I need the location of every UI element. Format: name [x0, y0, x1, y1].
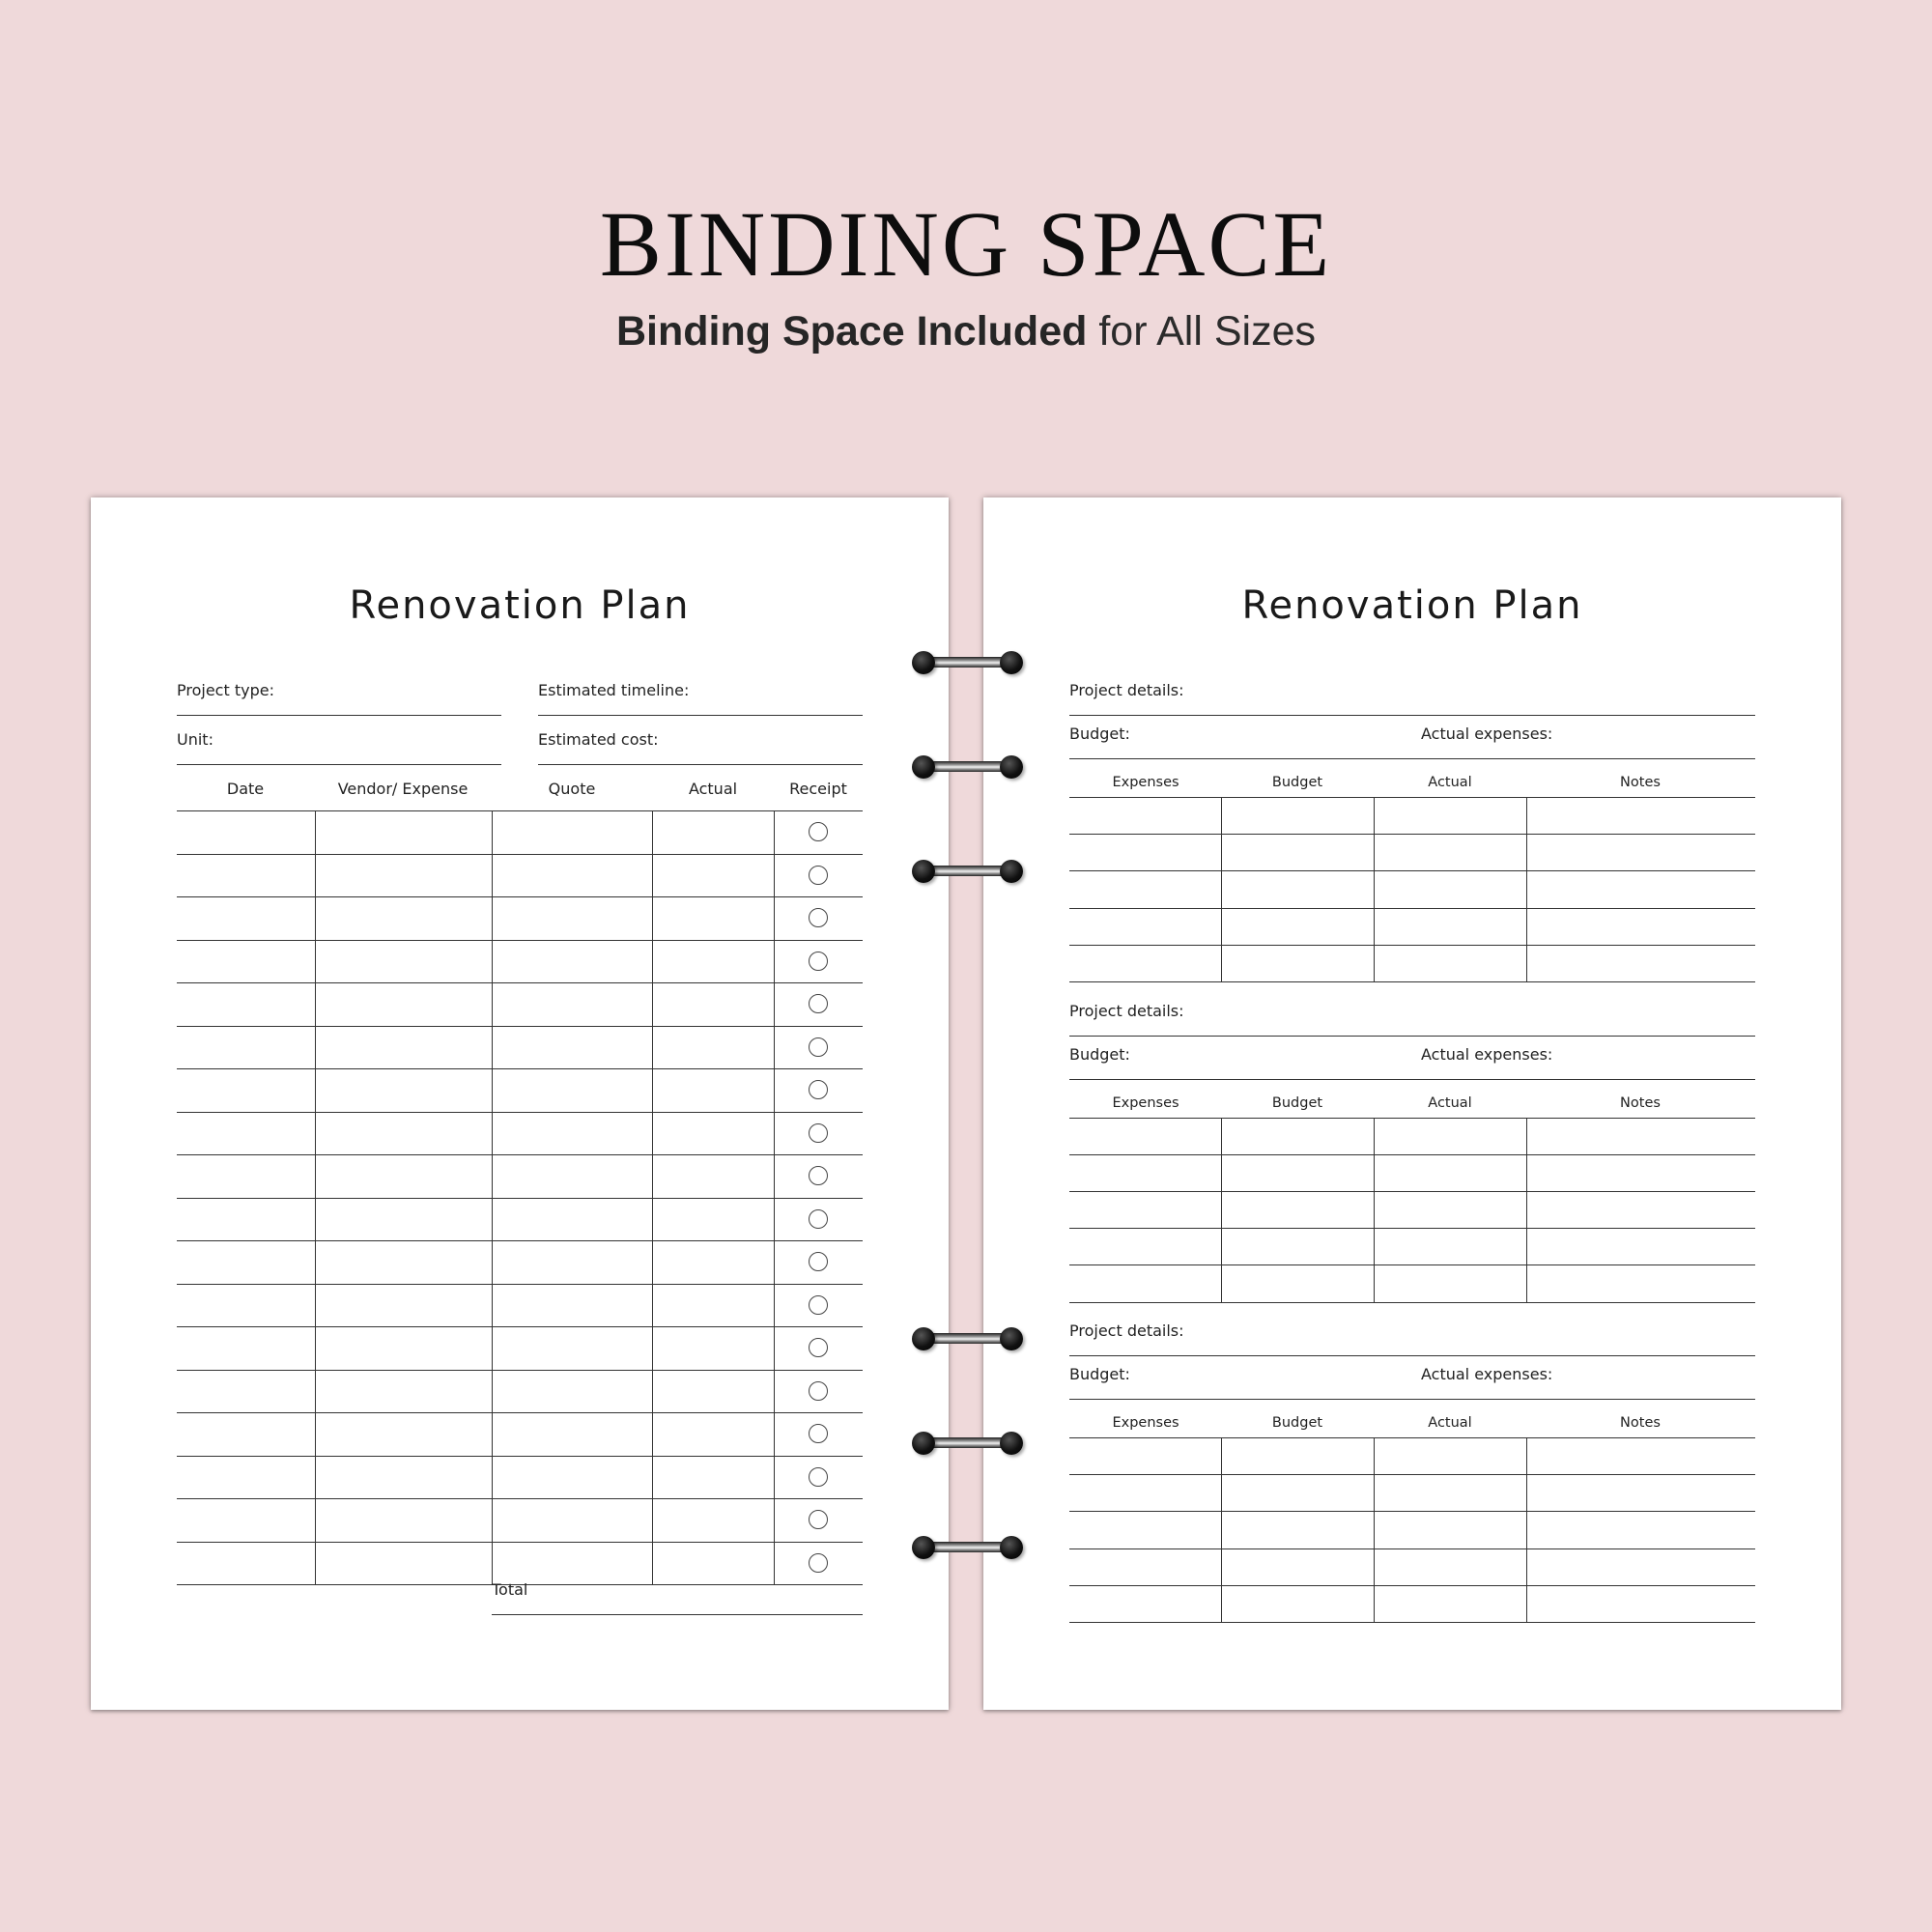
total-label: Total [492, 1580, 528, 1599]
row-divider [1069, 981, 1755, 982]
row-divider [1069, 1585, 1755, 1586]
column-divider [1221, 1437, 1222, 1622]
column-header-actual: Actual [1428, 1094, 1472, 1111]
subheadline-bold: Binding Space Included [616, 308, 1088, 355]
actual-expenses-label: Actual expenses: [1421, 1365, 1553, 1383]
column-divider [1374, 1118, 1375, 1302]
column-header-expenses: Expenses [1112, 1415, 1179, 1431]
receipt-checkbox[interactable] [809, 1467, 828, 1487]
page-title: Renovation Plan [349, 583, 691, 628]
estimated-timeline-label: Estimated timeline: [538, 681, 690, 699]
row-divider [1069, 1437, 1755, 1438]
row-divider [177, 1412, 863, 1413]
page-title: Renovation Plan [1241, 583, 1583, 628]
column-divider [1526, 797, 1527, 981]
column-divider [1374, 797, 1375, 981]
column-divider [1526, 1437, 1527, 1622]
column-divider [1221, 1118, 1222, 1302]
column-header-vendor-expense: Vendor/ Expense [337, 780, 469, 798]
subheadline [0, 308, 1932, 355]
receipt-checkbox[interactable] [809, 1381, 828, 1401]
row-divider [177, 1154, 863, 1155]
column-header-budget: Budget [1271, 775, 1323, 790]
column-header-notes: Notes [1620, 775, 1661, 790]
project-details-field[interactable] [1069, 1002, 1755, 1037]
receipt-checkbox[interactable] [809, 1553, 828, 1573]
right-planner-page [983, 497, 1841, 1710]
column-divider [1221, 797, 1222, 981]
column-divider [315, 810, 316, 1584]
column-header-date: Date [226, 780, 265, 798]
budget-field[interactable] [1069, 724, 1755, 759]
row-divider [1069, 945, 1755, 946]
column-divider [1374, 1437, 1375, 1622]
ring-hole-right [1000, 755, 1023, 779]
row-divider [1069, 797, 1755, 798]
left-planner-page [91, 497, 949, 1710]
row-divider [1069, 834, 1755, 835]
receipt-checkbox[interactable] [809, 822, 828, 841]
ring-hole-left [912, 860, 935, 883]
budget-field[interactable] [1069, 1365, 1755, 1400]
ring-hole-left [912, 755, 935, 779]
column-header-budget: Budget [1271, 1415, 1323, 1431]
receipt-checkbox[interactable] [809, 994, 828, 1013]
ring-hole-right [1000, 1536, 1023, 1559]
row-divider [177, 982, 863, 983]
estimated-timeline-field[interactable] [538, 681, 863, 716]
project-details-label: Project details: [1069, 1001, 1184, 1020]
row-divider [1069, 1511, 1755, 1512]
receipt-checkbox[interactable] [809, 1123, 828, 1143]
binder-ring [912, 1325, 1023, 1352]
row-divider [177, 1284, 863, 1285]
column-header-actual: Actual [688, 780, 738, 798]
column-divider [774, 810, 775, 1584]
row-divider [1069, 1474, 1755, 1475]
row-divider [177, 1498, 863, 1499]
receipt-checkbox[interactable] [809, 952, 828, 971]
row-divider [1069, 1154, 1755, 1155]
row-divider [1069, 870, 1755, 871]
column-header-expenses: Expenses [1112, 775, 1179, 790]
estimated-cost-field[interactable] [538, 730, 863, 765]
row-divider [1069, 1191, 1755, 1192]
subheadline-rest: for All Sizes [1098, 308, 1316, 355]
row-divider [1069, 1118, 1755, 1119]
receipt-checkbox[interactable] [809, 1080, 828, 1099]
project-details-field[interactable] [1069, 681, 1755, 716]
unit-field[interactable] [177, 730, 501, 765]
column-header-quote: Quote [548, 780, 596, 798]
receipt-checkbox[interactable] [809, 1209, 828, 1229]
binder-ring [912, 858, 1023, 885]
row-divider [177, 940, 863, 941]
budget-label: Budget: [1069, 1044, 1130, 1064]
column-header-receipt: Receipt [789, 780, 847, 798]
column-header-budget: Budget [1271, 1094, 1323, 1111]
actual-expenses-label: Actual expenses: [1421, 724, 1553, 743]
receipt-checkbox[interactable] [809, 866, 828, 885]
receipt-checkbox[interactable] [809, 1166, 828, 1185]
budget-label: Budget: [1069, 1365, 1130, 1383]
column-header-actual: Actual [1428, 775, 1472, 790]
ring-hole-left [912, 1432, 935, 1455]
column-divider [1526, 1118, 1527, 1302]
actual-expenses-label: Actual expenses: [1421, 1044, 1553, 1064]
column-divider [492, 810, 493, 1584]
unit-label: Unit: [177, 730, 213, 749]
row-divider [1069, 908, 1755, 909]
row-divider [1069, 1622, 1755, 1623]
row-divider [1069, 1548, 1755, 1549]
receipt-checkbox[interactable] [809, 1037, 828, 1057]
row-divider [177, 810, 863, 811]
ring-hole-right [1000, 1327, 1023, 1350]
row-divider [177, 1456, 863, 1457]
ring-hole-right [1000, 651, 1023, 674]
receipt-checkbox[interactable] [809, 1338, 828, 1357]
row-divider [177, 1326, 863, 1327]
ring-hole-left [912, 1536, 935, 1559]
project-details-label: Project details: [1069, 681, 1184, 699]
binder-ring [912, 1534, 1023, 1561]
receipt-checkbox[interactable] [809, 1252, 828, 1271]
receipt-checkbox[interactable] [809, 908, 828, 927]
receipt-checkbox[interactable] [809, 1424, 828, 1443]
ring-hole-left [912, 651, 935, 674]
row-divider [177, 1112, 863, 1113]
binder-ring [912, 1430, 1023, 1457]
estimated-cost-label: Estimated cost: [538, 730, 659, 749]
binder-ring [912, 753, 1023, 781]
project-type-label: Project type: [177, 681, 274, 699]
column-divider [652, 810, 653, 1584]
column-header-actual: Actual [1428, 1415, 1472, 1431]
project-details-label: Project details: [1069, 1321, 1184, 1340]
project-details-field[interactable] [1069, 1321, 1755, 1356]
row-divider [177, 1198, 863, 1199]
row-divider [177, 1026, 863, 1027]
headline: BINDING SPACE [599, 192, 1333, 296]
project-type-field[interactable] [177, 681, 501, 716]
column-header-notes: Notes [1620, 1415, 1661, 1431]
row-divider [1069, 1264, 1755, 1265]
receipt-checkbox[interactable] [809, 1295, 828, 1315]
ring-hole-left [912, 1327, 935, 1350]
binder-ring [912, 649, 1023, 676]
row-divider [177, 1370, 863, 1371]
column-header-notes: Notes [1620, 1094, 1661, 1111]
row-divider [177, 896, 863, 897]
row-divider [177, 1068, 863, 1069]
row-divider [1069, 1228, 1755, 1229]
row-divider [177, 1240, 863, 1241]
ring-hole-right [1000, 1432, 1023, 1455]
budget-field[interactable] [1069, 1045, 1755, 1080]
ring-hole-right [1000, 860, 1023, 883]
row-divider [177, 1542, 863, 1543]
column-header-expenses: Expenses [1112, 1094, 1179, 1111]
budget-label: Budget: [1069, 724, 1130, 743]
row-divider [1069, 1302, 1755, 1303]
total-field[interactable] [492, 1580, 863, 1615]
receipt-checkbox[interactable] [809, 1510, 828, 1529]
row-divider [177, 854, 863, 855]
